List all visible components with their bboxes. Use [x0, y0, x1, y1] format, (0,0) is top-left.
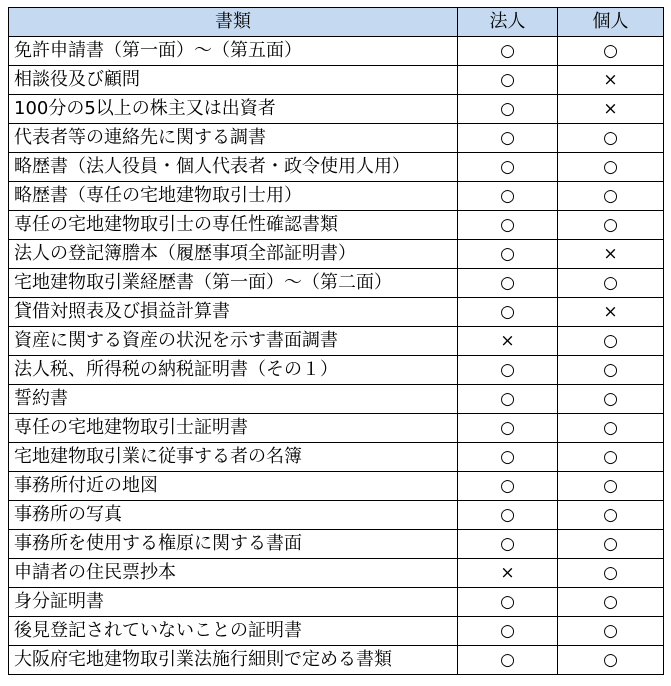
table-row — [9, 414, 664, 443]
individual-mark-cell: ○ — [558, 530, 664, 559]
document-name-cell: 宅地建物取引業に従事する者の名簿 — [9, 443, 458, 472]
corporation-mark-cell: ○ — [458, 356, 558, 385]
document-name-cell: 申請者の住民票抄本 — [9, 559, 458, 588]
document-name-cell: 法人の登記簿謄本（履歴事項全部証明書） — [9, 240, 458, 269]
document-name-cell: 専任の宅地建物取引士の専任性確認書類 — [9, 211, 458, 240]
individual-mark-cell: × — [558, 95, 664, 124]
corporation-mark-cell: ○ — [458, 617, 558, 646]
table-row — [9, 385, 664, 414]
corporation-mark-cell: ○ — [458, 211, 558, 240]
individual-mark-cell: ○ — [558, 646, 664, 675]
header-individual: 個人 — [558, 8, 664, 37]
table-row — [9, 66, 664, 95]
individual-mark-cell: ○ — [558, 37, 664, 66]
individual-mark-cell: × — [558, 66, 664, 95]
table-row — [9, 501, 664, 530]
document-name-cell: 貸借対照表及び損益計算書 — [9, 298, 458, 327]
table-row — [9, 327, 664, 356]
corporation-mark-cell: ○ — [458, 95, 558, 124]
table-row — [9, 211, 664, 240]
corporation-mark-cell: ○ — [458, 472, 558, 501]
table-row — [9, 153, 664, 182]
individual-mark-cell: ○ — [558, 617, 664, 646]
table-row — [9, 472, 664, 501]
document-name-cell: 事務所の写真 — [9, 501, 458, 530]
document-name-cell: 大阪府宅地建物取引業法施行細則で定める書類 — [9, 646, 458, 675]
table-row — [9, 95, 664, 124]
individual-mark-cell: ○ — [558, 269, 664, 298]
document-name-cell: 後見登記されていないことの証明書 — [9, 617, 458, 646]
document-name-cell: 宅地建物取引業経歴書（第一面）～（第二面） — [9, 269, 458, 298]
corporation-mark-cell: ○ — [458, 153, 558, 182]
table-row — [9, 240, 664, 269]
corporation-mark-cell: ○ — [458, 182, 558, 211]
corporation-mark-cell: ○ — [458, 240, 558, 269]
table-row — [9, 182, 664, 211]
document-name-cell: 略歴書（法人役員・個人代表者・政令使用人用） — [9, 153, 458, 182]
document-name-cell: 代表者等の連絡先に関する調書 — [9, 124, 458, 153]
individual-mark-cell: ○ — [558, 472, 664, 501]
individual-mark-cell: ○ — [558, 356, 664, 385]
corporation-mark-cell: ○ — [458, 66, 558, 95]
corporation-mark-cell: ○ — [458, 501, 558, 530]
table-row — [9, 37, 664, 66]
table-row — [9, 124, 664, 153]
corporation-mark-cell: ○ — [458, 37, 558, 66]
individual-mark-cell: ○ — [558, 443, 664, 472]
document-name-cell: 100分の5以上の株主又は出資者 — [9, 95, 458, 124]
table-header-row — [9, 8, 664, 37]
table-row — [9, 646, 664, 675]
table-row — [9, 356, 664, 385]
corporation-mark-cell: × — [458, 327, 558, 356]
individual-mark-cell: × — [558, 298, 664, 327]
document-name-cell: 専任の宅地建物取引士証明書 — [9, 414, 458, 443]
document-name-cell: 資産に関する資産の状況を示す書面調書 — [9, 327, 458, 356]
corporation-mark-cell: ○ — [458, 385, 558, 414]
individual-mark-cell: ○ — [558, 327, 664, 356]
individual-mark-cell: ○ — [558, 124, 664, 153]
header-document: 書類 — [9, 8, 458, 37]
individual-mark-cell: ○ — [558, 501, 664, 530]
individual-mark-cell: ○ — [558, 182, 664, 211]
corporation-mark-cell: ○ — [458, 646, 558, 675]
table-row — [9, 298, 664, 327]
corporation-mark-cell: ○ — [458, 124, 558, 153]
document-name-cell: 事務所を使用する権原に関する書面 — [9, 530, 458, 559]
corporation-mark-cell: ○ — [458, 530, 558, 559]
corporation-mark-cell: ○ — [458, 588, 558, 617]
table-row — [9, 588, 664, 617]
table-row — [9, 269, 664, 298]
document-name-cell: 誓約書 — [9, 385, 458, 414]
individual-mark-cell: ○ — [558, 588, 664, 617]
individual-mark-cell: ○ — [558, 153, 664, 182]
individual-mark-cell: ○ — [558, 385, 664, 414]
document-name-cell: 身分証明書 — [9, 588, 458, 617]
table-body — [9, 37, 664, 675]
individual-mark-cell: × — [558, 240, 664, 269]
individual-mark-cell: ○ — [558, 211, 664, 240]
corporation-mark-cell: ○ — [458, 443, 558, 472]
document-name-cell: 法人税、所得税の納税証明書（その１） — [9, 356, 458, 385]
table-row — [9, 559, 664, 588]
table-row — [9, 617, 664, 646]
document-requirements-table — [8, 7, 664, 675]
table-row — [9, 443, 664, 472]
individual-mark-cell: ○ — [558, 559, 664, 588]
document-name-cell: 免許申請書（第一面）～（第五面） — [9, 37, 458, 66]
corporation-mark-cell: × — [458, 559, 558, 588]
individual-mark-cell: ○ — [558, 414, 664, 443]
document-name-cell: 略歴書（専任の宅地建物取引士用） — [9, 182, 458, 211]
corporation-mark-cell: ○ — [458, 269, 558, 298]
document-name-cell: 相談役及び顧問 — [9, 66, 458, 95]
header-corporation: 法人 — [458, 8, 558, 37]
document-name-cell: 事務所付近の地図 — [9, 472, 458, 501]
corporation-mark-cell: ○ — [458, 298, 558, 327]
corporation-mark-cell: ○ — [458, 414, 558, 443]
table-row — [9, 530, 664, 559]
